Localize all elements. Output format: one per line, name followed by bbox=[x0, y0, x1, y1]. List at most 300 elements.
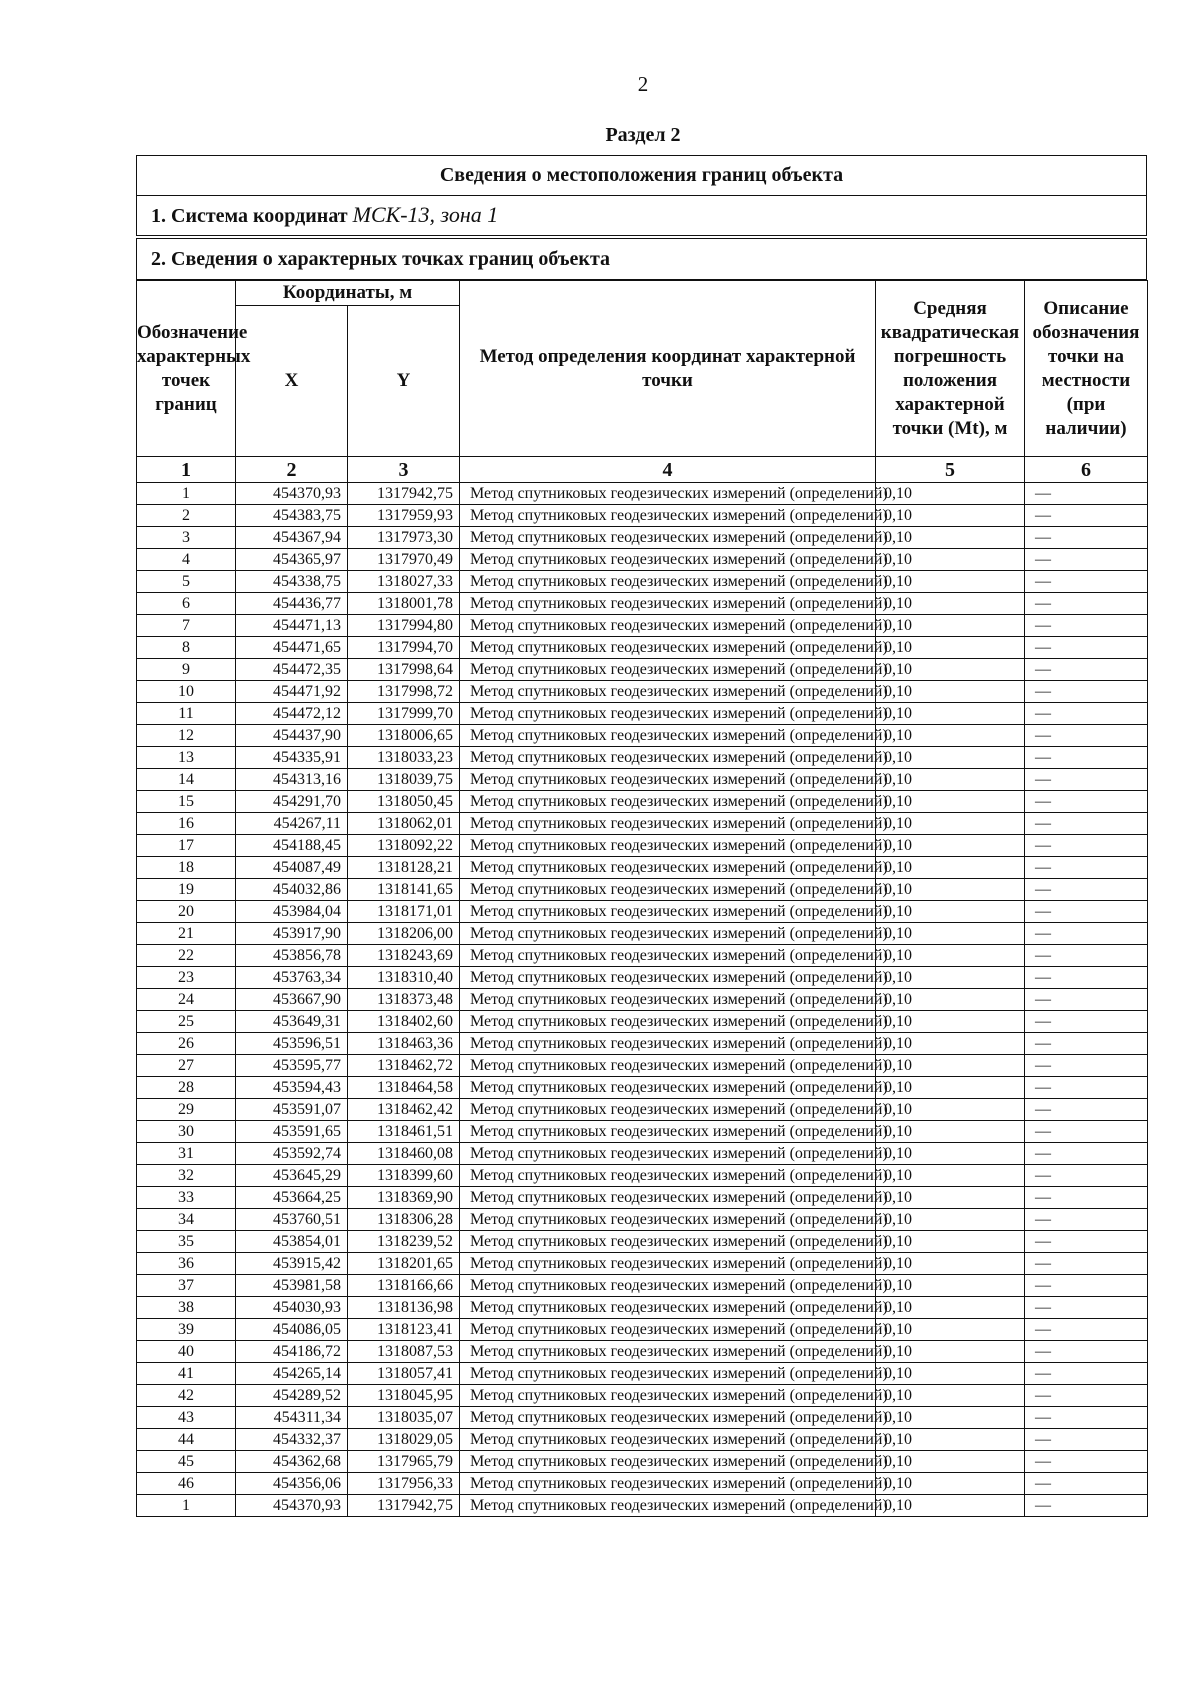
y-coordinate-cell: 1317999,70 bbox=[348, 703, 460, 725]
table-row bbox=[137, 483, 1148, 505]
description-cell: — bbox=[1025, 1055, 1148, 1077]
point-number-cell: 28 bbox=[137, 1077, 236, 1099]
column-number: 4 bbox=[460, 457, 876, 483]
y-coordinate-cell: 1318399,60 bbox=[348, 1165, 460, 1187]
description-cell: — bbox=[1025, 1209, 1148, 1231]
method-cell: Метод спутниковых геодезических измерений (определений) bbox=[460, 549, 876, 571]
y-coordinate-cell: 1318462,42 bbox=[348, 1099, 460, 1121]
characteristic-points-title: 2. Сведения о характерных точках границ объекта bbox=[136, 238, 1147, 280]
accuracy-cell: 0,10 bbox=[876, 1297, 1025, 1319]
point-number-cell: 39 bbox=[137, 1319, 236, 1341]
table-row bbox=[137, 901, 1148, 923]
x-coordinate-cell: 454370,93 bbox=[236, 1495, 348, 1517]
x-coordinate-cell: 453649,31 bbox=[236, 1011, 348, 1033]
table-row bbox=[137, 857, 1148, 879]
x-coordinate-cell: 454186,72 bbox=[236, 1341, 348, 1363]
table-row bbox=[137, 791, 1148, 813]
y-coordinate-cell: 1318461,51 bbox=[348, 1121, 460, 1143]
method-cell: Метод спутниковых геодезических измерений (определений) bbox=[460, 835, 876, 857]
description-cell: — bbox=[1025, 1407, 1148, 1429]
point-number-cell: 32 bbox=[137, 1165, 236, 1187]
method-cell: Метод спутниковых геодезических измерений (определений) bbox=[460, 769, 876, 791]
x-coordinate-cell: 453984,04 bbox=[236, 901, 348, 923]
table-row bbox=[137, 1495, 1148, 1517]
x-coordinate-cell: 454087,49 bbox=[236, 857, 348, 879]
accuracy-cell: 0,10 bbox=[876, 967, 1025, 989]
col-header-method: Метод определения координат характерной точки bbox=[460, 281, 876, 457]
description-cell: — bbox=[1025, 1143, 1148, 1165]
col-header-coordinates: Координаты, м bbox=[236, 281, 460, 306]
method-cell: Метод спутниковых геодезических измерений (определений) bbox=[460, 1143, 876, 1165]
coordinate-system-label: 1. Система координат bbox=[151, 205, 348, 227]
y-coordinate-cell: 1318006,65 bbox=[348, 725, 460, 747]
table-row bbox=[137, 703, 1148, 725]
y-coordinate-cell: 1318462,72 bbox=[348, 1055, 460, 1077]
accuracy-cell: 0,10 bbox=[876, 1275, 1025, 1297]
accuracy-cell: 0,10 bbox=[876, 835, 1025, 857]
accuracy-cell: 0,10 bbox=[876, 1187, 1025, 1209]
x-coordinate-cell: 453763,34 bbox=[236, 967, 348, 989]
description-cell: — bbox=[1025, 1495, 1148, 1517]
y-coordinate-cell: 1318239,52 bbox=[348, 1231, 460, 1253]
method-cell: Метод спутниковых геодезических измерений (определений) bbox=[460, 1495, 876, 1517]
description-cell: — bbox=[1025, 571, 1148, 593]
accuracy-cell: 0,10 bbox=[876, 1451, 1025, 1473]
description-cell: — bbox=[1025, 879, 1148, 901]
description-cell: — bbox=[1025, 1451, 1148, 1473]
y-coordinate-cell: 1318463,36 bbox=[348, 1033, 460, 1055]
table-row bbox=[137, 945, 1148, 967]
y-coordinate-cell: 1317998,64 bbox=[348, 659, 460, 681]
table-row bbox=[137, 1187, 1148, 1209]
method-cell: Метод спутниковых геодезических измерений (определений) bbox=[460, 945, 876, 967]
description-cell: — bbox=[1025, 725, 1148, 747]
accuracy-cell: 0,10 bbox=[876, 1121, 1025, 1143]
table-row bbox=[137, 1385, 1148, 1407]
accuracy-cell: 0,10 bbox=[876, 1407, 1025, 1429]
method-cell: Метод спутниковых геодезических измерений (определений) bbox=[460, 1077, 876, 1099]
x-coordinate-cell: 454437,90 bbox=[236, 725, 348, 747]
method-cell: Метод спутниковых геодезических измерений (определений) bbox=[460, 681, 876, 703]
table-row bbox=[137, 615, 1148, 637]
accuracy-cell: 0,10 bbox=[876, 659, 1025, 681]
x-coordinate-cell: 453915,42 bbox=[236, 1253, 348, 1275]
table-row bbox=[137, 571, 1148, 593]
method-cell: Метод спутниковых геодезических измерений (определений) bbox=[460, 1033, 876, 1055]
accuracy-cell: 0,10 bbox=[876, 615, 1025, 637]
description-cell: — bbox=[1025, 1473, 1148, 1495]
page-number: 2 bbox=[637, 72, 649, 96]
description-cell: — bbox=[1025, 1033, 1148, 1055]
description-cell: — bbox=[1025, 1099, 1148, 1121]
table-row bbox=[137, 989, 1148, 1011]
point-number-cell: 41 bbox=[137, 1363, 236, 1385]
coordinate-system-value: МСК-13, зона 1 bbox=[352, 202, 499, 227]
description-cell: — bbox=[1025, 549, 1148, 571]
accuracy-cell: 0,10 bbox=[876, 1473, 1025, 1495]
point-number-cell: 1 bbox=[137, 1495, 236, 1517]
accuracy-cell: 0,10 bbox=[876, 505, 1025, 527]
x-coordinate-cell: 454436,77 bbox=[236, 593, 348, 615]
table-row bbox=[137, 1451, 1148, 1473]
y-coordinate-cell: 1318123,41 bbox=[348, 1319, 460, 1341]
method-cell: Метод спутниковых геодезических измерений (определений) bbox=[460, 1429, 876, 1451]
point-number-cell: 26 bbox=[137, 1033, 236, 1055]
point-number-cell: 18 bbox=[137, 857, 236, 879]
accuracy-cell: 0,10 bbox=[876, 593, 1025, 615]
description-cell: — bbox=[1025, 1319, 1148, 1341]
description-cell: — bbox=[1025, 1011, 1148, 1033]
method-cell: Метод спутниковых геодезических измерений (определений) bbox=[460, 1055, 876, 1077]
table-row bbox=[137, 1363, 1148, 1385]
y-coordinate-cell: 1318045,95 bbox=[348, 1385, 460, 1407]
accuracy-cell: 0,10 bbox=[876, 1099, 1025, 1121]
point-number-cell: 2 bbox=[137, 505, 236, 527]
y-coordinate-cell: 1317970,49 bbox=[348, 549, 460, 571]
accuracy-cell: 0,10 bbox=[876, 791, 1025, 813]
y-coordinate-cell: 1317965,79 bbox=[348, 1451, 460, 1473]
method-cell: Метод спутниковых геодезических измерений (определений) bbox=[460, 1297, 876, 1319]
description-cell: — bbox=[1025, 1077, 1148, 1099]
description-cell: — bbox=[1025, 901, 1148, 923]
table-row bbox=[137, 1407, 1148, 1429]
table-row bbox=[137, 1253, 1148, 1275]
accuracy-cell: 0,10 bbox=[876, 1319, 1025, 1341]
x-coordinate-cell: 453854,01 bbox=[236, 1231, 348, 1253]
point-number-cell: 45 bbox=[137, 1451, 236, 1473]
point-number-cell: 20 bbox=[137, 901, 236, 923]
accuracy-cell: 0,10 bbox=[876, 1011, 1025, 1033]
y-coordinate-cell: 1318141,65 bbox=[348, 879, 460, 901]
description-cell: — bbox=[1025, 615, 1148, 637]
point-number-cell: 3 bbox=[137, 527, 236, 549]
y-coordinate-cell: 1318035,07 bbox=[348, 1407, 460, 1429]
description-cell: — bbox=[1025, 483, 1148, 505]
point-number-cell: 38 bbox=[137, 1297, 236, 1319]
description-cell: — bbox=[1025, 1275, 1148, 1297]
point-number-cell: 16 bbox=[137, 813, 236, 835]
description-cell: — bbox=[1025, 1385, 1148, 1407]
table-row bbox=[137, 593, 1148, 615]
method-cell: Метод спутниковых геодезических измерений (определений) bbox=[460, 1341, 876, 1363]
column-number: 3 bbox=[348, 457, 460, 483]
column-number: 2 bbox=[236, 457, 348, 483]
table-row bbox=[137, 1231, 1148, 1253]
method-cell: Метод спутниковых геодезических измерений (определений) bbox=[460, 1099, 876, 1121]
accuracy-cell: 0,10 bbox=[876, 945, 1025, 967]
point-number-cell: 25 bbox=[137, 1011, 236, 1033]
point-number-cell: 22 bbox=[137, 945, 236, 967]
method-cell: Метод спутниковых геодезических измерений (определений) bbox=[460, 1319, 876, 1341]
table-row bbox=[137, 813, 1148, 835]
point-number-cell: 6 bbox=[137, 593, 236, 615]
y-coordinate-cell: 1318171,01 bbox=[348, 901, 460, 923]
x-coordinate-cell: 454367,94 bbox=[236, 527, 348, 549]
x-coordinate-cell: 454086,05 bbox=[236, 1319, 348, 1341]
point-number-cell: 15 bbox=[137, 791, 236, 813]
x-coordinate-cell: 454311,34 bbox=[236, 1407, 348, 1429]
x-coordinate-cell: 454356,06 bbox=[236, 1473, 348, 1495]
x-coordinate-cell: 454471,13 bbox=[236, 615, 348, 637]
x-coordinate-cell: 453667,90 bbox=[236, 989, 348, 1011]
y-coordinate-cell: 1318402,60 bbox=[348, 1011, 460, 1033]
method-cell: Метод спутниковых геодезических измерений (определений) bbox=[460, 1253, 876, 1275]
y-coordinate-cell: 1317956,33 bbox=[348, 1473, 460, 1495]
method-cell: Метод спутниковых геодезических измерений (определений) bbox=[460, 989, 876, 1011]
table-row bbox=[137, 1297, 1148, 1319]
y-coordinate-cell: 1318050,45 bbox=[348, 791, 460, 813]
description-cell: — bbox=[1025, 1297, 1148, 1319]
point-number-cell: 44 bbox=[137, 1429, 236, 1451]
table-row bbox=[137, 1055, 1148, 1077]
table-row bbox=[137, 923, 1148, 945]
point-number-cell: 19 bbox=[137, 879, 236, 901]
table-row bbox=[137, 637, 1148, 659]
description-cell: — bbox=[1025, 813, 1148, 835]
x-coordinate-cell: 454332,37 bbox=[236, 1429, 348, 1451]
accuracy-cell: 0,10 bbox=[876, 725, 1025, 747]
y-coordinate-cell: 1318206,00 bbox=[348, 923, 460, 945]
description-cell: — bbox=[1025, 747, 1148, 769]
point-number-cell: 30 bbox=[137, 1121, 236, 1143]
accuracy-cell: 0,10 bbox=[876, 901, 1025, 923]
x-coordinate-cell: 453595,77 bbox=[236, 1055, 348, 1077]
method-cell: Метод спутниковых геодезических измерений (определений) bbox=[460, 747, 876, 769]
point-number-cell: 11 bbox=[137, 703, 236, 725]
y-coordinate-cell: 1318057,41 bbox=[348, 1363, 460, 1385]
description-cell: — bbox=[1025, 769, 1148, 791]
table-row bbox=[137, 549, 1148, 571]
x-coordinate-cell: 453760,51 bbox=[236, 1209, 348, 1231]
x-coordinate-cell: 454383,75 bbox=[236, 505, 348, 527]
y-coordinate-cell: 1317994,80 bbox=[348, 615, 460, 637]
description-cell: — bbox=[1025, 945, 1148, 967]
description-cell: — bbox=[1025, 989, 1148, 1011]
accuracy-cell: 0,10 bbox=[876, 1429, 1025, 1451]
table-row bbox=[137, 681, 1148, 703]
y-coordinate-cell: 1318029,05 bbox=[348, 1429, 460, 1451]
point-number-cell: 10 bbox=[137, 681, 236, 703]
x-coordinate-cell: 454313,16 bbox=[236, 769, 348, 791]
method-cell: Метод спутниковых геодезических измерений (определений) bbox=[460, 879, 876, 901]
y-coordinate-cell: 1318369,90 bbox=[348, 1187, 460, 1209]
point-number-cell: 8 bbox=[137, 637, 236, 659]
method-cell: Метод спутниковых геодезических измерений (определений) bbox=[460, 791, 876, 813]
table-row bbox=[137, 1429, 1148, 1451]
description-cell: — bbox=[1025, 1231, 1148, 1253]
point-number-cell: 37 bbox=[137, 1275, 236, 1297]
accuracy-cell: 0,10 bbox=[876, 1143, 1025, 1165]
accuracy-cell: 0,10 bbox=[876, 1363, 1025, 1385]
method-cell: Метод спутниковых геодезических измерений (определений) bbox=[460, 857, 876, 879]
point-number-cell: 40 bbox=[137, 1341, 236, 1363]
y-coordinate-cell: 1318092,22 bbox=[348, 835, 460, 857]
accuracy-cell: 0,10 bbox=[876, 923, 1025, 945]
description-cell: — bbox=[1025, 857, 1148, 879]
y-coordinate-cell: 1317994,70 bbox=[348, 637, 460, 659]
description-cell: — bbox=[1025, 659, 1148, 681]
x-coordinate-cell: 454472,12 bbox=[236, 703, 348, 725]
y-coordinate-cell: 1317973,30 bbox=[348, 527, 460, 549]
accuracy-cell: 0,10 bbox=[876, 483, 1025, 505]
table-row bbox=[137, 1077, 1148, 1099]
x-coordinate-cell: 454267,11 bbox=[236, 813, 348, 835]
table-row bbox=[137, 1209, 1148, 1231]
description-cell: — bbox=[1025, 593, 1148, 615]
point-number-cell: 7 bbox=[137, 615, 236, 637]
description-cell: — bbox=[1025, 1121, 1148, 1143]
method-cell: Метод спутниковых геодезических измерений (определений) bbox=[460, 967, 876, 989]
y-coordinate-cell: 1317998,72 bbox=[348, 681, 460, 703]
description-cell: — bbox=[1025, 637, 1148, 659]
column-number: 1 bbox=[137, 457, 236, 483]
x-coordinate-cell: 454032,86 bbox=[236, 879, 348, 901]
y-coordinate-cell: 1318087,53 bbox=[348, 1341, 460, 1363]
method-cell: Метод спутниковых геодезических измерений (определений) bbox=[460, 1121, 876, 1143]
x-coordinate-cell: 454362,68 bbox=[236, 1451, 348, 1473]
x-coordinate-cell: 454338,75 bbox=[236, 571, 348, 593]
method-cell: Метод спутниковых геодезических измерений (определений) bbox=[460, 505, 876, 527]
accuracy-cell: 0,10 bbox=[876, 571, 1025, 593]
table-row bbox=[137, 769, 1148, 791]
table-row bbox=[137, 1143, 1148, 1165]
col-header-accuracy: Средняя квадратическая погрешность положения характерной точки (Mt), м bbox=[876, 281, 1025, 457]
method-cell: Метод спутниковых геодезических измерений (определений) bbox=[460, 615, 876, 637]
object-boundaries-title: Сведения о местоположения границ объекта bbox=[136, 155, 1147, 196]
method-cell: Метод спутниковых геодезических измерений (определений) bbox=[460, 1473, 876, 1495]
x-coordinate-cell: 454365,97 bbox=[236, 549, 348, 571]
y-coordinate-cell: 1318373,48 bbox=[348, 989, 460, 1011]
method-cell: Метод спутниковых геодезических измерений (определений) bbox=[460, 1451, 876, 1473]
x-coordinate-cell: 454370,93 bbox=[236, 483, 348, 505]
description-cell: — bbox=[1025, 791, 1148, 813]
y-coordinate-cell: 1317942,75 bbox=[348, 483, 460, 505]
x-coordinate-cell: 454188,45 bbox=[236, 835, 348, 857]
method-cell: Метод спутниковых геодезических измерений (определений) bbox=[460, 659, 876, 681]
method-cell: Метод спутниковых геодезических измерений (определений) bbox=[460, 725, 876, 747]
description-cell: — bbox=[1025, 967, 1148, 989]
y-coordinate-cell: 1318027,33 bbox=[348, 571, 460, 593]
x-coordinate-cell: 453591,65 bbox=[236, 1121, 348, 1143]
accuracy-cell: 0,10 bbox=[876, 747, 1025, 769]
method-cell: Метод спутниковых геодезических измерений (определений) bbox=[460, 1011, 876, 1033]
description-cell: — bbox=[1025, 703, 1148, 725]
table-row bbox=[137, 505, 1148, 527]
x-coordinate-cell: 453645,29 bbox=[236, 1165, 348, 1187]
table-row bbox=[137, 967, 1148, 989]
y-coordinate-cell: 1318136,98 bbox=[348, 1297, 460, 1319]
method-cell: Метод спутниковых геодезических измерений (определений) bbox=[460, 1165, 876, 1187]
table-row bbox=[137, 1011, 1148, 1033]
point-number-cell: 46 bbox=[137, 1473, 236, 1495]
method-cell: Метод спутниковых геодезических измерений (определений) bbox=[460, 1385, 876, 1407]
description-cell: — bbox=[1025, 1341, 1148, 1363]
point-number-cell: 13 bbox=[137, 747, 236, 769]
y-coordinate-cell: 1318062,01 bbox=[348, 813, 460, 835]
table-row bbox=[137, 1341, 1148, 1363]
method-cell: Метод спутниковых геодезических измерений (определений) bbox=[460, 1231, 876, 1253]
description-cell: — bbox=[1025, 1187, 1148, 1209]
column-number: 5 bbox=[876, 457, 1025, 483]
point-number-cell: 42 bbox=[137, 1385, 236, 1407]
accuracy-cell: 0,10 bbox=[876, 1231, 1025, 1253]
col-header-x: X bbox=[236, 306, 348, 457]
y-coordinate-cell: 1318001,78 bbox=[348, 593, 460, 615]
point-number-cell: 14 bbox=[137, 769, 236, 791]
method-cell: Метод спутниковых геодезических измерений (определений) bbox=[460, 1275, 876, 1297]
table-row bbox=[137, 879, 1148, 901]
x-coordinate-cell: 454335,91 bbox=[236, 747, 348, 769]
accuracy-cell: 0,10 bbox=[876, 681, 1025, 703]
accuracy-cell: 0,10 bbox=[876, 1209, 1025, 1231]
accuracy-cell: 0,10 bbox=[876, 989, 1025, 1011]
accuracy-cell: 0,10 bbox=[876, 769, 1025, 791]
points-table bbox=[136, 280, 1148, 1517]
y-coordinate-cell: 1317942,75 bbox=[348, 1495, 460, 1517]
method-cell: Метод спутниковых геодезических измерений (определений) bbox=[460, 901, 876, 923]
col-header-y: Y bbox=[348, 306, 460, 457]
x-coordinate-cell: 454289,52 bbox=[236, 1385, 348, 1407]
column-number-row bbox=[137, 457, 1148, 483]
accuracy-cell: 0,10 bbox=[876, 1253, 1025, 1275]
point-number-cell: 43 bbox=[137, 1407, 236, 1429]
x-coordinate-cell: 453592,74 bbox=[236, 1143, 348, 1165]
x-coordinate-cell: 453591,07 bbox=[236, 1099, 348, 1121]
y-coordinate-cell: 1318033,23 bbox=[348, 747, 460, 769]
table-row bbox=[137, 659, 1148, 681]
point-number-cell: 31 bbox=[137, 1143, 236, 1165]
method-cell: Метод спутниковых геодезических измерений (определений) bbox=[460, 483, 876, 505]
accuracy-cell: 0,10 bbox=[876, 1077, 1025, 1099]
column-number: 6 bbox=[1025, 457, 1148, 483]
description-cell: — bbox=[1025, 1253, 1148, 1275]
point-number-cell: 1 bbox=[137, 483, 236, 505]
method-cell: Метод спутниковых геодезических измерений (определений) bbox=[460, 1407, 876, 1429]
description-cell: — bbox=[1025, 1165, 1148, 1187]
description-cell: — bbox=[1025, 1363, 1148, 1385]
method-cell: Метод спутниковых геодезических измерений (определений) bbox=[460, 593, 876, 615]
table-header-row bbox=[137, 281, 1148, 306]
table-row bbox=[137, 1099, 1148, 1121]
y-coordinate-cell: 1318306,28 bbox=[348, 1209, 460, 1231]
x-coordinate-cell: 453856,78 bbox=[236, 945, 348, 967]
x-coordinate-cell: 454291,70 bbox=[236, 791, 348, 813]
point-number-cell: 24 bbox=[137, 989, 236, 1011]
table-row bbox=[137, 527, 1148, 549]
point-number-cell: 17 bbox=[137, 835, 236, 857]
description-cell: — bbox=[1025, 1429, 1148, 1451]
accuracy-cell: 0,10 bbox=[876, 1495, 1025, 1517]
y-coordinate-cell: 1318243,69 bbox=[348, 945, 460, 967]
accuracy-cell: 0,10 bbox=[876, 549, 1025, 571]
description-cell: — bbox=[1025, 527, 1148, 549]
point-number-cell: 21 bbox=[137, 923, 236, 945]
col-header-description: Описание обозначения точки на местности (при наличии) bbox=[1025, 281, 1148, 457]
accuracy-cell: 0,10 bbox=[876, 1055, 1025, 1077]
description-cell: — bbox=[1025, 681, 1148, 703]
method-cell: Метод спутниковых геодезических измерений (определений) bbox=[460, 1209, 876, 1231]
accuracy-cell: 0,10 bbox=[876, 857, 1025, 879]
point-number-cell: 36 bbox=[137, 1253, 236, 1275]
x-coordinate-cell: 453664,25 bbox=[236, 1187, 348, 1209]
point-number-cell: 33 bbox=[137, 1187, 236, 1209]
y-coordinate-cell: 1317959,93 bbox=[348, 505, 460, 527]
y-coordinate-cell: 1318166,66 bbox=[348, 1275, 460, 1297]
x-coordinate-cell: 453596,51 bbox=[236, 1033, 348, 1055]
method-cell: Метод спутниковых геодезических измерений (определений) bbox=[460, 1187, 876, 1209]
table-row bbox=[137, 835, 1148, 857]
point-number-cell: 23 bbox=[137, 967, 236, 989]
